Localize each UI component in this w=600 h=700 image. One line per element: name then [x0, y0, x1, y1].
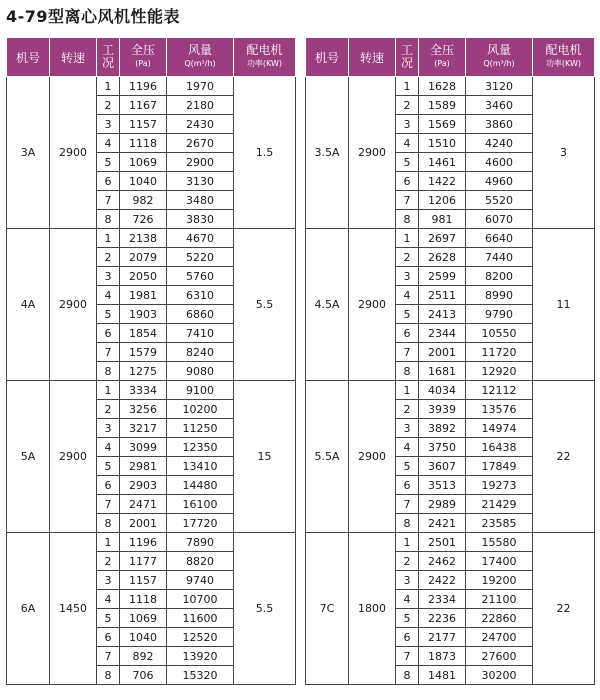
- pressure-cell: 1196: [120, 533, 167, 552]
- flow-cell: 3120: [466, 77, 533, 96]
- flow-cell: 12112: [466, 381, 533, 400]
- performance-table-right: [305, 37, 595, 685]
- flow-cell: 12920: [466, 362, 533, 381]
- flow-cell: 8240: [167, 343, 234, 362]
- flow-cell: 8820: [167, 552, 234, 571]
- flow-cell: 6640: [466, 229, 533, 248]
- pressure-cell: 3217: [120, 419, 167, 438]
- flow-cell: 12520: [167, 628, 234, 647]
- flow-cell: 6070: [466, 210, 533, 229]
- flow-cell: 16100: [167, 495, 234, 514]
- flow-cell: 11250: [167, 419, 234, 438]
- flow-cell: 27600: [466, 647, 533, 666]
- pressure-cell: 1873: [419, 647, 466, 666]
- condition-cell: 2: [97, 552, 120, 571]
- pressure-cell: 2462: [419, 552, 466, 571]
- flow-cell: 6860: [167, 305, 234, 324]
- flow-cell: 4240: [466, 134, 533, 153]
- condition-cell: 7: [97, 191, 120, 210]
- flow-cell: 14974: [466, 419, 533, 438]
- condition-cell: 2: [396, 248, 419, 267]
- condition-cell: 3: [396, 115, 419, 134]
- condition-cell: 1: [97, 229, 120, 248]
- pressure-cell: 2001: [120, 514, 167, 533]
- pressure-cell: 1157: [120, 115, 167, 134]
- power-cell: 5.5: [234, 533, 296, 685]
- header-model: 机号: [7, 38, 50, 77]
- flow-cell: 10550: [466, 324, 533, 343]
- condition-cell: 2: [396, 400, 419, 419]
- pressure-cell: 4034: [419, 381, 466, 400]
- pressure-cell: 1118: [120, 134, 167, 153]
- condition-cell: 2: [97, 96, 120, 115]
- condition-cell: 5: [396, 457, 419, 476]
- pressure-cell: 2236: [419, 609, 466, 628]
- flow-cell: 11720: [466, 343, 533, 362]
- flow-cell: 1970: [167, 77, 234, 96]
- condition-cell: 1: [396, 533, 419, 552]
- header-condition: 工况: [396, 38, 419, 77]
- pressure-cell: 2981: [120, 457, 167, 476]
- header-pressure: 全压 (Pa): [419, 38, 466, 77]
- condition-cell: 6: [396, 476, 419, 495]
- flow-cell: 3130: [167, 172, 234, 191]
- condition-cell: 7: [396, 343, 419, 362]
- pressure-cell: 3099: [120, 438, 167, 457]
- condition-cell: 5: [97, 153, 120, 172]
- condition-cell: 3: [97, 115, 120, 134]
- flow-cell: 5220: [167, 248, 234, 267]
- condition-cell: 4: [97, 438, 120, 457]
- flow-cell: 23585: [466, 514, 533, 533]
- model-cell: 3.5A: [306, 77, 349, 229]
- condition-cell: 5: [97, 305, 120, 324]
- condition-cell: 1: [396, 77, 419, 96]
- flow-cell: 9100: [167, 381, 234, 400]
- condition-cell: 4: [396, 438, 419, 457]
- model-cell: 3A: [7, 77, 50, 229]
- model-cell: 5A: [7, 381, 50, 533]
- flow-cell: 10700: [167, 590, 234, 609]
- flow-cell: 2900: [167, 153, 234, 172]
- pressure-cell: 1628: [419, 77, 466, 96]
- pressure-cell: 1422: [419, 172, 466, 191]
- condition-cell: 3: [396, 419, 419, 438]
- condition-cell: 5: [396, 609, 419, 628]
- flow-cell: 11600: [167, 609, 234, 628]
- pressure-cell: 1681: [419, 362, 466, 381]
- pressure-cell: 2079: [120, 248, 167, 267]
- header-pressure: 全压 (Pa): [120, 38, 167, 77]
- flow-cell: 8990: [466, 286, 533, 305]
- condition-cell: 1: [97, 381, 120, 400]
- flow-cell: 13410: [167, 457, 234, 476]
- pressure-cell: 1118: [120, 590, 167, 609]
- pressure-cell: 2413: [419, 305, 466, 324]
- header-speed: 转速: [349, 38, 396, 77]
- table-row: [7, 381, 296, 400]
- header-power: 配电机 功率(KW): [533, 38, 595, 77]
- pressure-cell: 3513: [419, 476, 466, 495]
- flow-cell: 3860: [466, 115, 533, 134]
- table-row: [7, 533, 296, 552]
- flow-cell: 13920: [167, 647, 234, 666]
- flow-cell: 3480: [167, 191, 234, 210]
- flow-cell: 15580: [466, 533, 533, 552]
- condition-cell: 3: [396, 267, 419, 286]
- speed-cell: 2900: [349, 77, 396, 229]
- condition-cell: 5: [97, 457, 120, 476]
- condition-cell: 4: [396, 134, 419, 153]
- condition-cell: 8: [396, 666, 419, 685]
- speed-cell: 2900: [50, 229, 97, 381]
- flow-cell: 3460: [466, 96, 533, 115]
- flow-cell: 4960: [466, 172, 533, 191]
- flow-cell: 2670: [167, 134, 234, 153]
- speed-cell: 1800: [349, 533, 396, 685]
- pressure-cell: 1481: [419, 666, 466, 685]
- pressure-cell: 1196: [120, 77, 167, 96]
- condition-cell: 4: [97, 590, 120, 609]
- speed-cell: 2900: [50, 381, 97, 533]
- flow-cell: 7890: [167, 533, 234, 552]
- table-row: [7, 229, 296, 248]
- pressure-cell: 1903: [120, 305, 167, 324]
- condition-cell: 1: [396, 381, 419, 400]
- pressure-cell: 1177: [120, 552, 167, 571]
- performance-table-left: [6, 37, 296, 685]
- pressure-cell: 2501: [419, 533, 466, 552]
- flow-cell: 5760: [167, 267, 234, 286]
- flow-cell: 22860: [466, 609, 533, 628]
- pressure-cell: 2344: [419, 324, 466, 343]
- condition-cell: 7: [396, 647, 419, 666]
- pressure-cell: 892: [120, 647, 167, 666]
- condition-cell: 7: [396, 191, 419, 210]
- page-title: 4-79型离心风机性能表: [6, 7, 181, 26]
- pressure-cell: 3334: [120, 381, 167, 400]
- pressure-cell: 1167: [120, 96, 167, 115]
- table-row: [306, 229, 595, 248]
- pressure-cell: 2903: [120, 476, 167, 495]
- flow-cell: 9080: [167, 362, 234, 381]
- condition-cell: 4: [97, 286, 120, 305]
- pressure-cell: 3939: [419, 400, 466, 419]
- pressure-cell: 1040: [120, 172, 167, 191]
- pressure-cell: 1040: [120, 628, 167, 647]
- pressure-cell: 2422: [419, 571, 466, 590]
- flow-cell: 13576: [466, 400, 533, 419]
- pressure-cell: 2471: [120, 495, 167, 514]
- condition-cell: 4: [97, 134, 120, 153]
- table-row: [306, 533, 595, 552]
- table-row: [306, 381, 595, 400]
- pressure-cell: 2628: [419, 248, 466, 267]
- condition-cell: 6: [396, 172, 419, 191]
- condition-cell: 8: [396, 362, 419, 381]
- model-cell: 6A: [7, 533, 50, 685]
- flow-cell: 7440: [466, 248, 533, 267]
- model-cell: 5.5A: [306, 381, 349, 533]
- power-cell: 1.5: [234, 77, 296, 229]
- condition-cell: 3: [396, 571, 419, 590]
- condition-cell: 3: [97, 571, 120, 590]
- pressure-cell: 1069: [120, 153, 167, 172]
- flow-cell: 2180: [167, 96, 234, 115]
- flow-cell: 8200: [466, 267, 533, 286]
- pressure-cell: 1461: [419, 153, 466, 172]
- condition-cell: 6: [97, 476, 120, 495]
- condition-cell: 2: [396, 96, 419, 115]
- model-cell: 7C: [306, 533, 349, 685]
- pressure-cell: 2138: [120, 229, 167, 248]
- flow-cell: 5520: [466, 191, 533, 210]
- header-model: 机号: [306, 38, 349, 77]
- condition-cell: 5: [97, 609, 120, 628]
- model-cell: 4.5A: [306, 229, 349, 381]
- speed-cell: 2900: [349, 381, 396, 533]
- condition-cell: 7: [97, 647, 120, 666]
- condition-cell: 7: [97, 495, 120, 514]
- pressure-cell: 1206: [419, 191, 466, 210]
- flow-cell: 19273: [466, 476, 533, 495]
- header-power: 配电机 功率(KW): [234, 38, 296, 77]
- pressure-cell: 2989: [419, 495, 466, 514]
- condition-cell: 6: [396, 628, 419, 647]
- pressure-cell: 726: [120, 210, 167, 229]
- flow-cell: 30200: [466, 666, 533, 685]
- pressure-cell: 1854: [120, 324, 167, 343]
- power-cell: 5.5: [234, 229, 296, 381]
- flow-cell: 3830: [167, 210, 234, 229]
- condition-cell: 8: [97, 514, 120, 533]
- condition-cell: 4: [396, 590, 419, 609]
- condition-cell: 6: [97, 324, 120, 343]
- flow-cell: 4670: [167, 229, 234, 248]
- power-cell: 3: [533, 77, 595, 229]
- condition-cell: 5: [396, 153, 419, 172]
- flow-cell: 7410: [167, 324, 234, 343]
- header-flow: 风量 Q(m³/h): [466, 38, 533, 77]
- condition-cell: 1: [97, 533, 120, 552]
- pressure-cell: 1981: [120, 286, 167, 305]
- condition-cell: 8: [97, 666, 120, 685]
- speed-cell: 2900: [50, 77, 97, 229]
- pressure-cell: 2334: [419, 590, 466, 609]
- power-cell: 22: [533, 381, 595, 533]
- condition-cell: 2: [396, 552, 419, 571]
- pressure-cell: 3750: [419, 438, 466, 457]
- condition-cell: 3: [97, 419, 120, 438]
- flow-cell: 9790: [466, 305, 533, 324]
- speed-cell: 2900: [349, 229, 396, 381]
- model-cell: 4A: [7, 229, 50, 381]
- pressure-cell: 2001: [419, 343, 466, 362]
- pressure-cell: 1510: [419, 134, 466, 153]
- speed-cell: 1450: [50, 533, 97, 685]
- pressure-cell: 2050: [120, 267, 167, 286]
- pressure-cell: 3892: [419, 419, 466, 438]
- pressure-cell: 2177: [419, 628, 466, 647]
- condition-cell: 6: [97, 628, 120, 647]
- power-cell: 11: [533, 229, 595, 381]
- pressure-cell: 2599: [419, 267, 466, 286]
- table-row: [7, 77, 296, 96]
- condition-cell: 6: [396, 324, 419, 343]
- condition-cell: 8: [396, 514, 419, 533]
- pressure-cell: 2697: [419, 229, 466, 248]
- condition-cell: 6: [97, 172, 120, 191]
- header-condition: 工况: [97, 38, 120, 77]
- header-flow: 风量 Q(m³/h): [167, 38, 234, 77]
- pressure-cell: 981: [419, 210, 466, 229]
- condition-cell: 3: [97, 267, 120, 286]
- condition-cell: 4: [396, 286, 419, 305]
- flow-cell: 24700: [466, 628, 533, 647]
- pressure-cell: 1569: [419, 115, 466, 134]
- pressure-cell: 1069: [120, 609, 167, 628]
- flow-cell: 4600: [466, 153, 533, 172]
- power-cell: 15: [234, 381, 296, 533]
- condition-cell: 1: [396, 229, 419, 248]
- condition-cell: 5: [396, 305, 419, 324]
- condition-cell: 1: [97, 77, 120, 96]
- pressure-cell: 3256: [120, 400, 167, 419]
- flow-cell: 9740: [167, 571, 234, 590]
- condition-cell: 2: [97, 248, 120, 267]
- condition-cell: 7: [396, 495, 419, 514]
- pressure-cell: 1275: [120, 362, 167, 381]
- condition-cell: 7: [97, 343, 120, 362]
- pressure-cell: 1589: [419, 96, 466, 115]
- header-speed: 转速: [50, 38, 97, 77]
- flow-cell: 21100: [466, 590, 533, 609]
- pressure-cell: 3607: [419, 457, 466, 476]
- pressure-cell: 982: [120, 191, 167, 210]
- flow-cell: 6310: [167, 286, 234, 305]
- flow-cell: 12350: [167, 438, 234, 457]
- condition-cell: 8: [97, 210, 120, 229]
- flow-cell: 21429: [466, 495, 533, 514]
- flow-cell: 17400: [466, 552, 533, 571]
- pressure-cell: 706: [120, 666, 167, 685]
- condition-cell: 8: [97, 362, 120, 381]
- pressure-cell: 1157: [120, 571, 167, 590]
- flow-cell: 15320: [167, 666, 234, 685]
- flow-cell: 16438: [466, 438, 533, 457]
- pressure-cell: 1579: [120, 343, 167, 362]
- flow-cell: 17849: [466, 457, 533, 476]
- table-row: [306, 77, 595, 96]
- power-cell: 22: [533, 533, 595, 685]
- flow-cell: 19200: [466, 571, 533, 590]
- pressure-cell: 2511: [419, 286, 466, 305]
- flow-cell: 2430: [167, 115, 234, 134]
- condition-cell: 8: [396, 210, 419, 229]
- flow-cell: 17720: [167, 514, 234, 533]
- pressure-cell: 2421: [419, 514, 466, 533]
- flow-cell: 10200: [167, 400, 234, 419]
- condition-cell: 2: [97, 400, 120, 419]
- flow-cell: 14480: [167, 476, 234, 495]
